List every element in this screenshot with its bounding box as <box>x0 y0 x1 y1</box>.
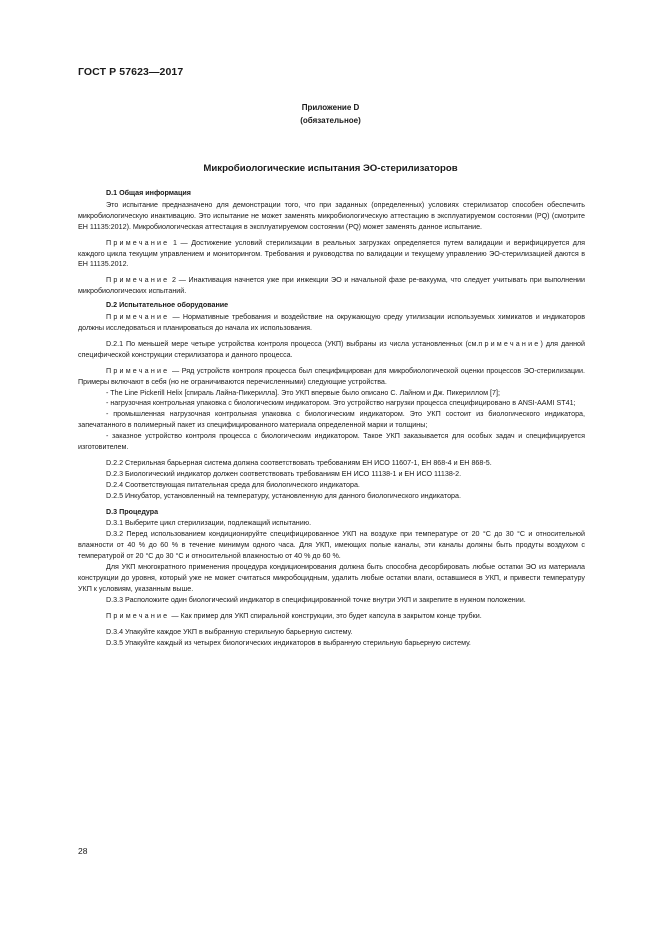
note-d3 <box>78 611 585 622</box>
note-word: Примечание <box>106 276 170 285</box>
appendix-label: Приложение D <box>301 103 360 112</box>
section-heading-d1: D.1 Общая информация <box>106 189 191 197</box>
note-word: Примечание <box>106 313 170 322</box>
clause-d3-4: D.3.4 Упакуйте каждое УКП в выбранную стерильную барьерную систему. <box>106 627 353 636</box>
document-code-header: ГОСТ Р 57623—2017 <box>78 66 184 78</box>
appendix-status: (обязательное) <box>300 116 361 125</box>
document-body <box>78 185 585 648</box>
clause-d3-5: D.3.5 Упакуйте каждый из четырех биологических индикаторов в выбранную стерильную барьерную систему. <box>106 638 471 647</box>
clause-d2-3: D.2.3 Биологический индикатор должен соответствовать требованиям ЕН ИСО 11138-1 и ЕН ИСО 11138-2. <box>106 469 462 478</box>
list-item: - заказное устройство контроля процесса с биологическим индикатором. Такое УКП заказывается для особых задач и специфицируется изготовителем. <box>78 432 585 452</box>
note-text: 2 — Инактивация начнется уже при инжекции ЭО и начальной фазе ре-вакуума, что следует учитывать при выполнении микробиологических испытаний. <box>78 276 585 296</box>
list-item: - промышленная нагрузочная контрольная упаковка с биологическим индикатором. Это УКП состоит из биологического индикатора, запечатанного в полимерный пакет из специфицированного материала определенной марки и толщины; <box>78 410 585 430</box>
clause-d3-2: D.3.2 Перед использованием кондиционируйте специфицированное УКП на воздухе при температуре от 20 °С до 30 °С и относительной влажности от 40 % до 60 % в течение минимум одного часа. Для УКП, имеющих полые каналы, эти каналы должны быть продуты воздухом с температурой от 20 °С до 30 °С и относительной влажностью от 40 % до 60 %. <box>78 530 585 561</box>
list-item: - нагрузочная контрольная упаковка с биологическим индикатором. Это устройство нагрузки процесса специфицировано в ANSI-AAMI ST41; <box>106 399 576 408</box>
note-text: — Как пример для УКП спиральной конструкции, это будет капсула в закрытом конце трубки. <box>169 611 482 620</box>
paragraph-d1-intro: Это испытание предназначено для демонстрации того, что при заданных (определенных) условиях стерилизатор способен обеспечить микробиологическую инактивацию. Это испытание не может заменять микробиологическую аттестацию в эксплуатируемом состоянии (PQ) (смотрите ЕН 11135:2012). Микробиологическая аттестация в эксплуатируемом состоянии (PQ) может заменять данное испытание. <box>78 200 585 231</box>
note-word: Примечание <box>106 611 170 620</box>
note-word: Примечание <box>106 238 170 247</box>
note-d2-b <box>78 366 585 388</box>
page-title: Микробиологические испытания ЭО-стерилизаторов <box>203 163 458 174</box>
note-word: Примечание <box>106 366 170 375</box>
clause-d2-2: D.2.2 Стерильная барьерная система должна соответствовать требованиям ЕН ИСО 11607-1, ЕН 868-4 и ЕН 868-5. <box>106 458 492 467</box>
list-item: - The Line Pickerill Helix [спираль Лайна-Пикерилла]. Это УКП впервые было описано С. Лайном и Дж. Пикериллом [7]; <box>106 388 500 397</box>
clause-d2-5: D.2.5 Инкубатор, установленный на температуру, установленную для данного биологического индикатора. <box>106 491 461 500</box>
page-number: 28 <box>78 846 88 856</box>
note-text: — Ряд устройств контроля процесса был специфицирован для микробиологической оценки процессов ЭО-стерилизации. Примеры включают в себя (но не ограничиваются перечисленными) следующие устройства. <box>78 366 585 386</box>
section-heading-d2: D.2 Испытательное оборудование <box>106 301 229 310</box>
section-heading-d3: D.3 Процедура <box>106 507 159 516</box>
clause-d3-3: D.3.3 Расположите один биологический индикатор в специфицированной точке внутри УКП и закрепите в нужном положении. <box>106 595 526 604</box>
clause-d3-1: D.3.1 Выберите цикл стерилизации, подлежащий испытанию. <box>106 519 312 528</box>
clause-d2-4: D.2.4 Соответствующая питательная среда для биологического индикатора. <box>106 480 360 489</box>
note-d1-1 <box>78 238 585 271</box>
note-d2-a <box>78 312 585 334</box>
note-text: 1 — Достижение условий стерилизации в реальных загрузках определяется путем валидации и верифицируется для каждого цикла текущим управлением и мониторингом. Требования и руководства по валидации и текущему управлению ЭО-стерилизацией даются в ЕН 11135.2012. <box>78 238 585 269</box>
paragraph-d3-multi: Для УКП многократного применения процедура кондиционирования должна быть способна десорбировать любые остатки ЭО из материала конструкции до уровня, который уже не может считаться микробоцидным, удалить любые остатки влаги, оставшиеся в УКП, и привести температуру УКП к условиям, указанным выше. <box>78 563 585 593</box>
note-text: — Нормативные требования и воздействие на окружающую среду утилизации используемых химикатов и индикаторов должны исследоваться и планироваться до начала их использования. <box>78 313 585 332</box>
note-d1-2 <box>78 275 585 297</box>
clause-d2-1: D.2.1 По меньшей мере четыре устройства контроля процесса (УКП) выбраны из числа установленных (см.примечание) для данной специфической конструкции стерилизатора и данного процесса. <box>78 339 585 359</box>
